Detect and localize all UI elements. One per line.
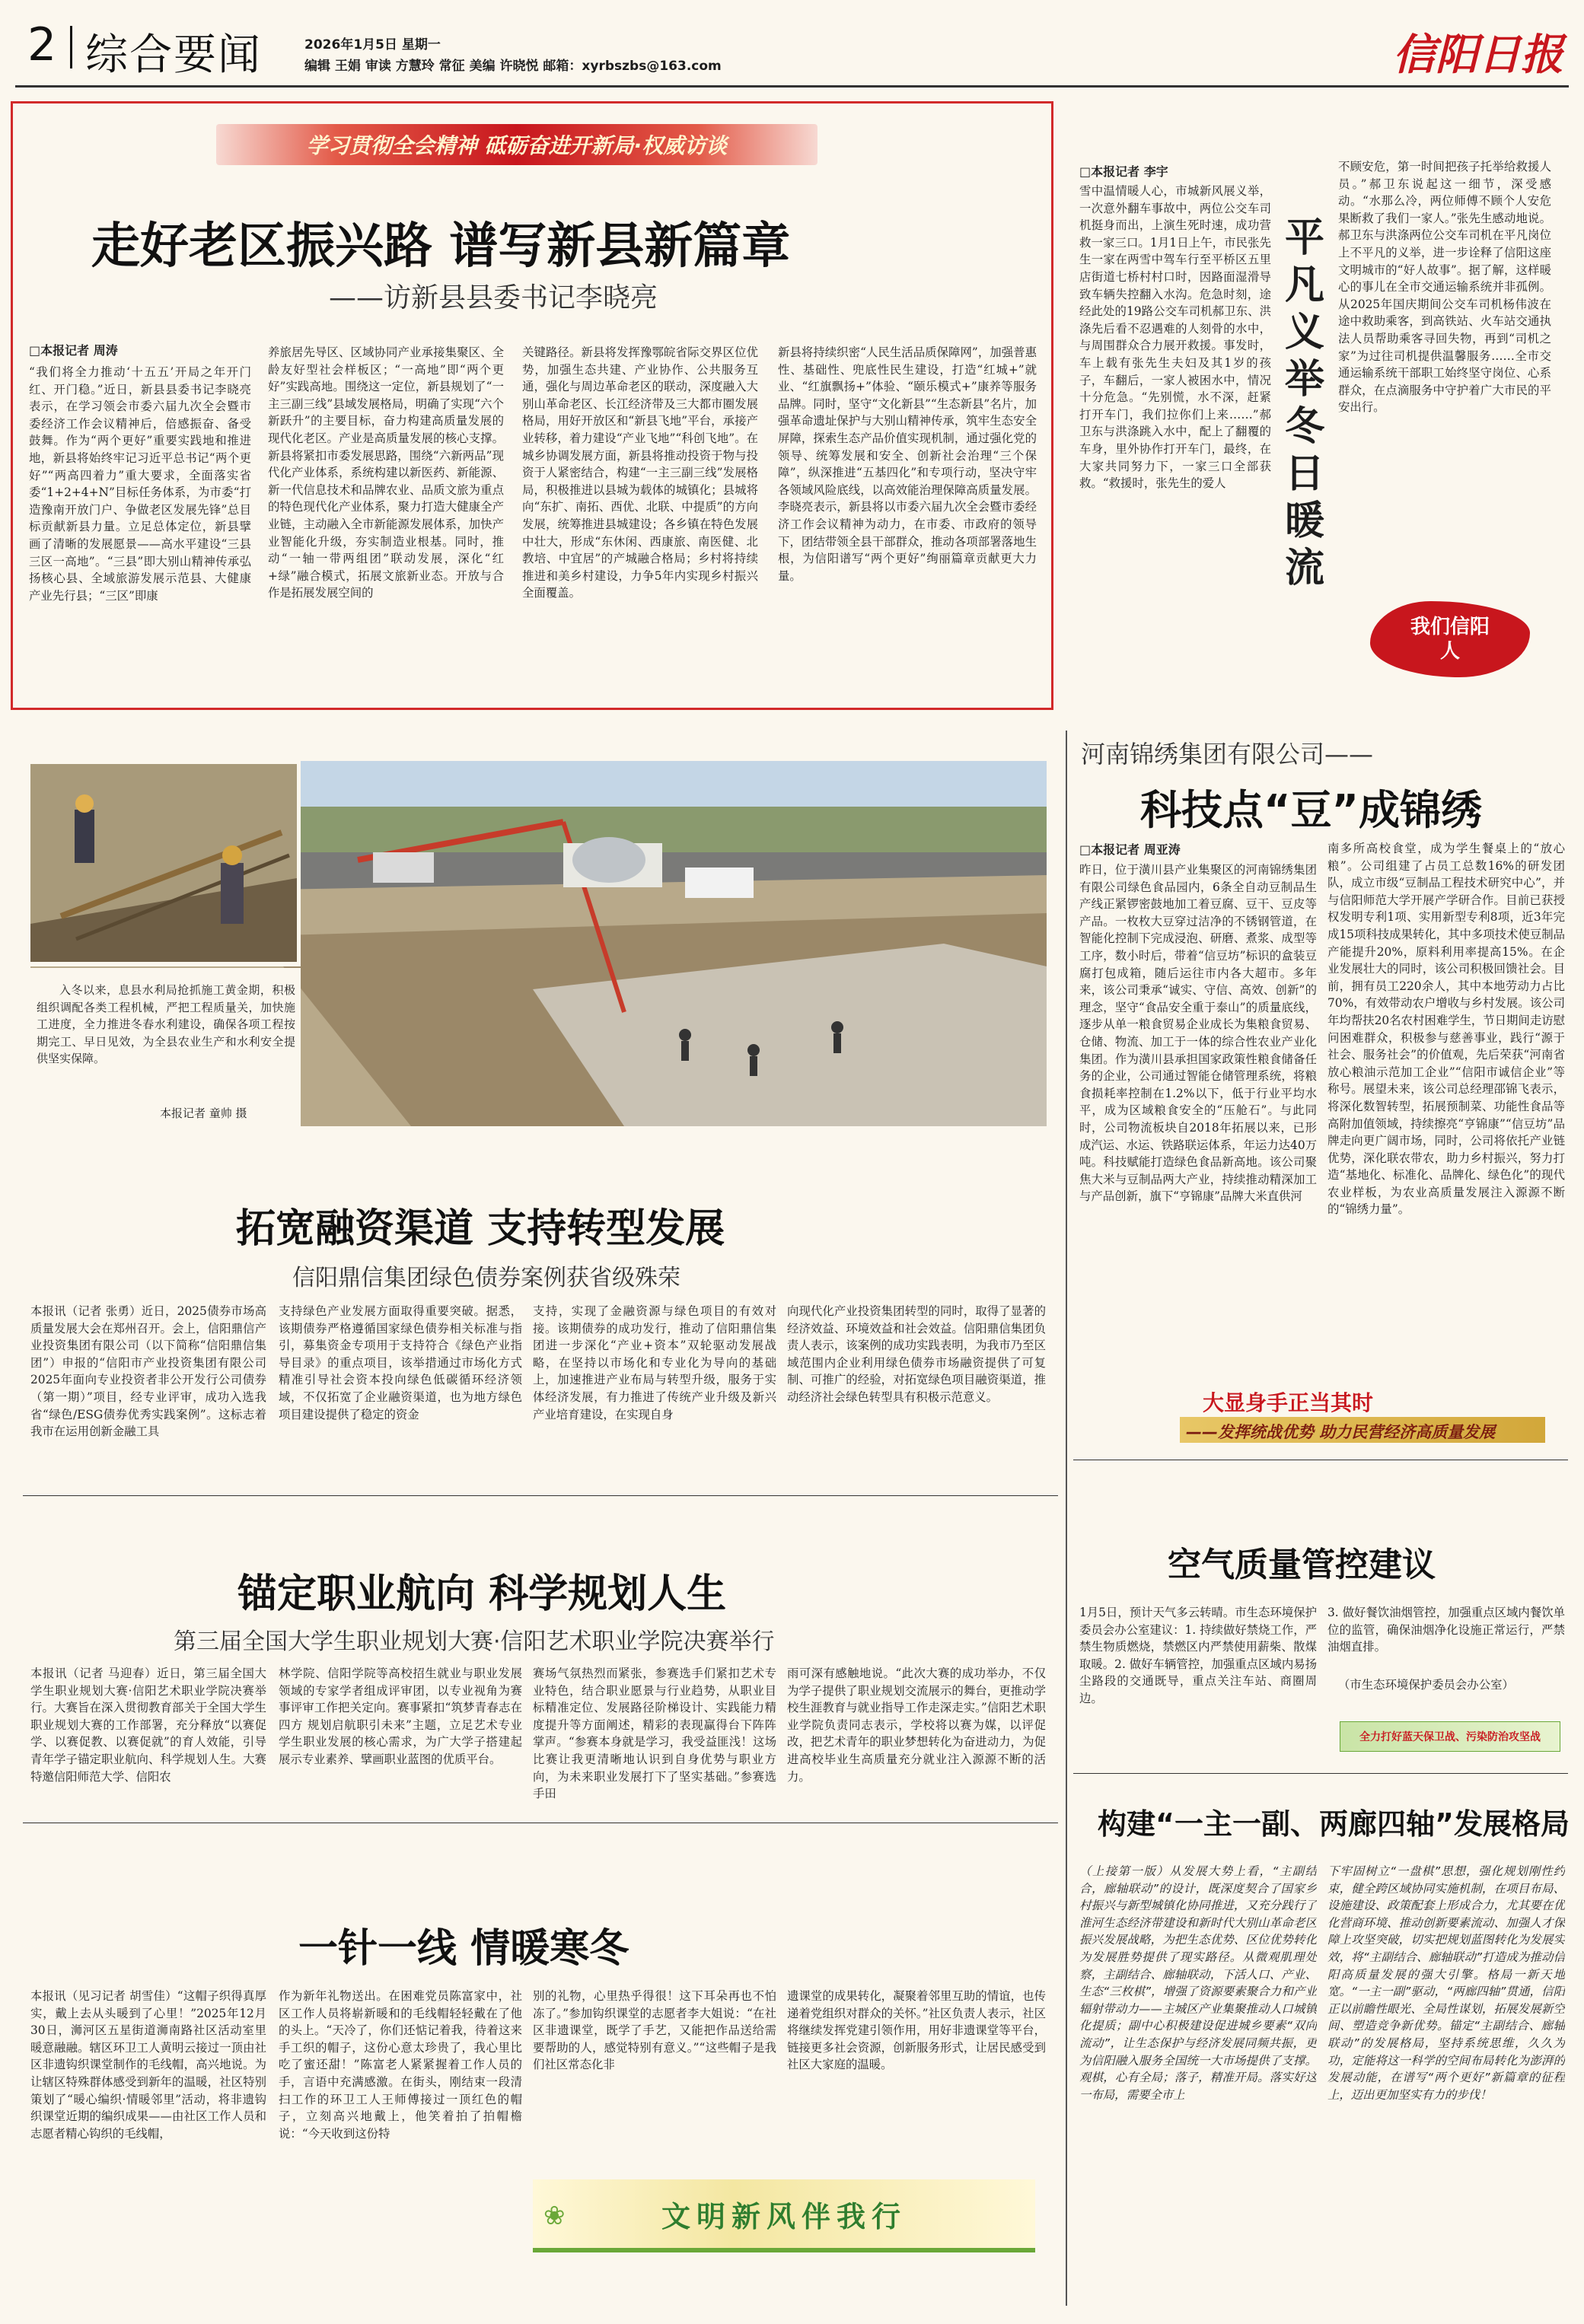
hats-col-4: 遗课堂的成果转化，凝聚着邻里互助的情谊，也传递着党组织对群众的关怀。”社区负责人表示，社区将继续发挥党建引领作用，用好非遗课堂等平台，链接更多社会资源，创新服务形式，让居民感受到社区大家庭的温暖。 — [787, 1989, 1046, 2072]
bond-subheadline: 信阳鼎信集团绿色债券案例获省级殊荣 — [292, 1265, 680, 1291]
brocade-headline: 科技点“豆”成锦绣 — [1140, 786, 1482, 834]
air-headline: 空气质量管控建议 — [1168, 1546, 1436, 1584]
bond-col-1: 本报讯（记者 张勇）近日，2025债券市场高质量发展大会在郑州召开。会上，信阳鼎信产业投资集团有限公司（以下简称“信阳鼎信集团”）申报的“信阳市产业投资集团有限公司2025年面向专业投资者非公开发行公司债券（第一期）”项目，经专业评审，成功入选我省“绿色/ESG债券优秀实践案例”。这标志着我市在运用创新金融工具 — [30, 1304, 266, 1439]
career-headline: 锚定职业航向 科学规划人生 — [237, 1571, 727, 1617]
feature-headline: 平凡义举 冬日暖流 — [1285, 215, 1325, 591]
bond-col-2: 支持绿色产业发展方面取得重要突破。据悉，该期债券严格遵循国家绿色债券相关标准与指引，募集资金专项用于支持符合《绿色产业指导目录》的重点项目，该举措通过市场化方式精准引导社会资本投向绿色低碳循环经济领域，不仅拓宽了企业融资渠道，也为地方绿色项目建设提供了稳定的资金 — [279, 1304, 522, 1421]
brocade-kicker: 河南锦绣集团有限公司—— — [1081, 740, 1374, 769]
editorial-staff: 编辑 王娟 审读 方慧玲 常征 美编 许晓悦 邮箱：xyrbszbs@163.com — [304, 59, 722, 74]
lead-col-2: 养旅居先导区、区域协同产业承接集聚区、全龄友好型社会样板区；“一高地”即“两个更好”实践高地。围绕这一定位，新县规划了“一主三副三线”县域发展格局，明确了实现“六个新跃升”的主要目标，奋力构建高质量发展的现代化老区。产业是高质量发展的核心支撑。新县将紧扣市委发展思路，围绕“六新两品”现代化产业体系，系统构建以新医药、新能源、新一代信息技术和品牌农业、品质文旅为重点的特色现代化产业体系，聚力打造大健康全产业链，主动融入全市新能源发展体系，加快产业智能化升级，夯实制造业根基。同时，推动“一轴一带两组团”联动发展，深化“红+绿”融合模式，拓展文旅新业态。开放与合作是拓展发展空间的 — [268, 345, 504, 600]
layout-headline: 构建“一主一副、两廊四轴”发展格局 — [1098, 1807, 1570, 1841]
column-banner — [1073, 1386, 1568, 1447]
hats-headline: 一针一线 情暖寒冬 — [298, 1926, 629, 1972]
feature-badge — [1370, 601, 1530, 677]
worker-scene — [30, 764, 297, 962]
lead-headline: 走好老区振兴路 谱写新县新篇章 — [91, 218, 791, 275]
lead-banner-text: 学习贯彻全会精神 砥砺奋进开新局·权威访谈 — [306, 133, 728, 158]
feature-badge-text: 我们信阳人 — [1410, 616, 1490, 663]
issue-date: 2026年1月5日 星期一 — [304, 37, 441, 53]
career-col-3: 赛场气氛热烈而紧张，参赛选手们紧扣艺术专业特色，结合职业愿景与行业趋势，从职业目标精准定位、发展路径阶梯设计、实践能力精度提升等方面阐述，精彩的表现赢得台下阵阵掌声。“参赛本身就是学习，我受益匪浅！这场比赛让我更清晰地认识到自身优势与职业方向，为未来职业发展打下了坚实基础。”参赛选手田 — [533, 1667, 776, 1801]
section-name: 综合要闻 — [85, 30, 262, 80]
bond-headline: 拓宽融资渠道 支持转型发展 — [236, 1206, 725, 1252]
lead-subheadline: ——访新县县委书记李晓亮 — [329, 282, 658, 314]
air-source: （市生态环境保护委员会办公室） — [1338, 1678, 1514, 1692]
layout-col-1: （上接第一版）从发展大势上看，“主副结合，廊轴联动”的设计，既深度契合了国家乡村振兴与新型城镇化协同推进，又充分践行了淮河生态经济带建设和新时代大别山革命老区振兴发展战略，为把生态优势、区位优势转化为发展胜势提供了现实路径。从微观肌理处察，主副结合、廊轴联动，下活人口、产业、生态“三枚棋”，增强了资源要素聚合力和产业辐射带动力——主城区产业集聚推动人口城镇化提质；副中心积极建设促进城乡要素“双向流动”，让生态保护与经济发展同频共振，更为信阳融入服务全国统一大市场提供了支撑。观棋，心有全局；落子，精准开局。落实好这一布局，需要全市上 — [1079, 1864, 1317, 2102]
brocade-col-1: 昨日，位于潢川县产业集聚区的河南锦绣集团有限公司绿色食品园内，6条全自动豆制品生产线正紧锣密鼓地加工着豆腐、豆干、豆皮等产品。一枚枚大豆穿过洁净的不锈钢管道，在智能化控制下完成浸泡、研磨、煮浆、成型等工序，数小时后，带着“信豆坊”标识的盒装豆腐打包成箱，随后运往市内各大超市。多年来，该公司秉承“诚实、守信、高效、创新”的理念，坚守“食品安全重于泰山”的质量底线，逐步从单一粮食贸易企业成长为集粮食贸易、仓储、物流、加工于一体的综合性农业产业化集团。作为潢川县承担国家政策性粮食储备任务的企业，公司通过智能仓储管理系统，将粮食损耗率控制在1.2%以下，低于行业平均水平，成为区域粮食安全的“压舱石”。与此同时，公司物流板块自2018年拓展以来，已形成汽运、水运、铁路联运体系，年运力达40万吨。科技赋能打造绿色食品新高地。该公司聚焦大米与豆制品两大产业，持续推动精深加工与产品创新，旗下“亨锦康”品牌大米直供河 — [1079, 863, 1317, 1204]
air-col-2: 3. 做好餐饮油烟管控，加强重点区域内餐饮单位的监管，确保油烟净化设施正常运行，严禁油烟直排。 — [1327, 1606, 1565, 1654]
right-column-rule — [1066, 731, 1067, 2306]
photo-caption: 入冬以来，息县水利局抢抓施工黄金期，积极组织调配各类工程机械，严把工程质量关，加快施工进度，全力推进冬春水利建设，确保各项工程按期完工、早日见效，为全县农业生产和水利安全提供坚实保障。 — [37, 983, 295, 1065]
hats-col-1: 本报讯（见习记者 胡雪佳）“这帽子织得真厚实，戴上去从头暖到了心里！”2025年12月30日，浉河区五星街道浉南路社区活动室里暖意融融。辖区环卫工人黄明云接过一顶由社区非遗钩织课堂制作的毛线帽，高兴地说。为让辖区特殊群体感受到新年的温暖，社区特别策划了“暖心编织·情暖邻里”活动，将非遗钩织课堂近期的编织成果——由社区工作人员和志愿者精心钩织的毛线帽， — [30, 1989, 266, 2141]
career-col-4: 雨可深有感触地说。“此次大赛的成功举办，不仅为学子提供了职业规划交流展示的舞台，更推动学校生涯教育与就业指导工作走深走实。”信阳艺术职业学院负责同志表示，学校将以赛为媒，以评促改，把艺术青年的职业梦想转化为奋进动力，为促进高校毕业生高质量充分就业注入源源不断的活力。 — [787, 1667, 1046, 1784]
bond-rule — [23, 1495, 1058, 1496]
hats-col-2: 作为新年礼物送出。在困难党员陈富家中，社区工作人员将崭新暖和的毛线帽轻轻戴在了他的头上。“天冷了，你们还惦记着我，待着这来手工织的帽子，这份心意太珍贵了，我心里比吃了蜜还甜！”陈富老人紧紧握着工作人员的手，言语中充满感激。在街头，刚结束一段清扫工作的环卫工人王师傅接过一顶红色的帽子，立刻高兴地戴上，他笑着拍了拍帽檐说：“今天收到这份特 — [279, 1989, 522, 2141]
newspaper-logo: 信阳日报 — [1393, 30, 1563, 80]
air-col-1: 1月5日，预计天气多云转晴。市生态环境保护委员会办公室建议：1. 持续做好禁烧工作，严禁生物质燃烧，禁燃区内严禁使用薪柴、散煤取暖。2. 做好车辆管控，加强重点区域内易扬尘路段的交通既导，重点关注车站、商圈周边。 — [1079, 1606, 1317, 1705]
civility-banner-text: 文明新风伴我行 — [661, 2199, 907, 2233]
feature-col-2: 不顾安危，第一时间把孩子托举给救援人员。”郝卫东说起这一细节，深受感动。“水那么冷，两位师傅不顾个人安危果断救了我们一家人。”张先生感动地说。郝卫东与洪涤两位公交车司机在平凡岗位上不平凡的义举，进一步诠释了信阳这座文明城市的“好人故事”。据了解，这样暖心的事儿在全市交通运输系统并非孤例。从2025年国庆期间公交车司机杨伟波在途中救助乘客，到高铁站、火车站交通执法人员帮助乘客寻回失物，再到“司机之家”为过往司机提供温馨服务……全市交通运输系统干部职工始终坚守岗位、心系群众，在点滴服务中守护着广大市民的平安出行。 — [1338, 160, 1551, 415]
feature-byline: □本报记者 李宇 — [1079, 164, 1168, 179]
civility-icon: ❀ — [543, 2201, 566, 2231]
civility-banner — [533, 2179, 1035, 2252]
lead-byline: □本报记者 周涛 — [29, 343, 118, 358]
masthead-divider — [70, 26, 72, 68]
masthead-rule — [15, 85, 1569, 88]
column-banner-title: 大显身手正当其时 — [1203, 1390, 1374, 1415]
layout-col-2: 下牢固树立“一盘棋”思想，强化规划刚性约束，健全跨区域协同实施机制，在项目布局、设施建设、政策配套上形成合力，尤其要在优化营商环境、推动创新要素流动、加强人才保障上攻坚突破，切实把规划蓝图转化为发展实效，将“主副结合、廊轴联动”打造成为推动信阳高质量发展的强大引擎。格局一新天地宽。“一主一副”驱动，“两廊四轴”贯通，信阳正以前瞻性眼光、全局性谋划，拓展发展新空间、塑造竞争新优势。锚定“主副结合、廊轴联动”的发展格局，坚持系统思维，久久为功，定能将这一科学的空间布局转化为澎湃的发展动能，在谱写“两个更好”新篇章的征程上，迈出更加坚实有力的步伐！ — [1327, 1864, 1565, 2102]
brocade-byline: □本报记者 周亚涛 — [1079, 842, 1181, 857]
career-col-2: 林学院、信阳学院等高校招生就业与职业发展领域的专家学者组成评审团，以专业视角为赛事评审工作把关定向。赛事紧扣“筑梦青春志在四方 规划启航职引未来”主题，立足艺术专业学生职业发展的核心需求，为广大学子搭建起展示专业素养、擘画职业蓝图的优质平台。 — [279, 1667, 522, 1766]
lead-col-4: 新县将持续织密“人民生活品质保障网”，加强普惠性、基础性、兜底性民生建设，打造“红城+”就业、“红旗飘扬+”体验、“颐乐模式+”康养等服务品牌。同时，坚守“文化新县”“生态新县”名片，加强革命遗址保护与大别山精神传承，筑牢生态安全屏障，探索生态产品价值实现机制，通过强化党的领导、统筹发展和安全、创新社会治理“三个保障”，纵深推进“五基四化”和专项行动，坚决守牢各领域风险底线，以高效能治理保障高质量发展。李晓亮表示，新县将以市委六届九次全会暨市委经济工作会议精神为动力，在市委、市政府的领导下，团结带领全县干部群众，推动各项部署落地生根，为信阳谱写“两个更好”绚丽篇章贡献更大力量。 — [778, 345, 1037, 583]
photo-credit: 本报记者 童帅 摄 — [160, 1106, 247, 1120]
lead-col-3: 关键路径。新县将发挥豫鄂皖省际交界区位优势，加强生态共建、产业协作、公共服务互通，强化与周边革命老区的联动，深度融入大别山革命老区、长江经济带及三大都市圈发展格局，用好开放区和“新县飞地”平台，承接产业转移，着力建设“产业飞地”“科创飞地”。在城乡协调发展方面，新县将推动投资于物与投资于人紧密结合，构建“一主三副三线”发展格局，积极推进以县城为载体的城镇化；县城将向“东扩、南拓、西优、北联、中提质”的方向发展，统筹推进县城建设；各乡镇在特色发展中壮大，形成“东休闲、西康旅、南医健、北教培、中宜居”的产城融合格局；乡村将持续推进和美乡村建设，力争5年内实现乡村振兴全面覆盖。 — [522, 345, 758, 600]
air-strip-text: 全力打好蓝天保卫战、污染防治攻坚战 — [1359, 1731, 1541, 1743]
right-rule-2 — [1073, 1773, 1568, 1774]
bond-col-3: 支持，实现了金融资源与绿色项目的有效对接。该期债券的成功发行，推动了信阳鼎信集团进一步深化“产业+资本”双轮驱动发展战略，在坚持以市场化和专业化为导向的基础上，加速推进产业布局与转型升级，服务于实体经济发展，有力推进了传统产业升级及新兴产业培育建设，在实现自身 — [533, 1304, 776, 1421]
air-strip — [1340, 1721, 1560, 1752]
photo-construction-small — [30, 764, 297, 962]
column-banner-subtitle: ——发挥统战优势 助力民营经济高质量发展 — [1186, 1423, 1496, 1441]
page-number: 2 — [27, 18, 57, 72]
career-col-1: 本报讯（记者 马迎春）近日，第三届全国大学生职业规划大赛·信阳艺术职业学院决赛举行。大赛旨在深入贯彻教育部关于全国大学生职业规划大赛的工作部署，充分释放“以赛促学、以赛促教、以赛促就”的育人效能，引导青年学子锚定职业航向、科学规划人生。大赛特邀信阳师范大学、信阳农 — [30, 1667, 266, 1784]
feature-col-1: 雪中温情暖人心，市城新风展义举，一次意外翻车事故中，两位公交车司机挺身而出，上演生死时速，成功营救一家三口。1月1日上午，市民张先生一家在两雪中驾车行至平桥区五里店街道七桥村村口时，因路面湿滑导致车辆失控翻入水沟。危急时刻，途经此处的19路公交车司机郝卫东、洪涤先后看不忍遇难的人刻骨的水中，与周围群众合力展开救援。事发时，车上载有张先生夫妇及其1岁的孩子，车翻后，一家人被困水中，情况十分危急。“先别慌，水不深，赶紧打开车门，我们拉你们上来……”郝卫东与洪涤跳入水中，配上了翻覆的车身，里外协作打开车门，最终，在大家共同努力下，一家三口全部获救。“救援时，张先生的爱人 — [1079, 184, 1271, 491]
lead-banner — [216, 124, 817, 165]
bond-col-4: 向现代化产业投资集团转型的同时，取得了显著的经济效益、环境效益和社会效益。信阳鼎信集团负责人表示，该案例的成功实践表明，为我市乃至区域范围内企业利用绿色债券市场融资提供了可复制、可推广的经验，对拓宽绿色项目融资渠道，推动经济社会绿色转型具有积极示范意义。 — [787, 1304, 1046, 1404]
hats-col-3: 别的礼物，心里热乎得很！这下耳朵再也不怕冻了。”参加钩织课堂的志愿者李大姐说：“在社区非遗课堂，既学了手艺，又能把作品送给需要帮助的人，感觉特别有意义。”“这些帽子是我们社区常态化非 — [533, 1989, 776, 2072]
career-subheadline: 第三届全国大学生职业规划大赛·信阳艺术职业学院决赛举行 — [174, 1628, 775, 1655]
brocade-col-2: 南多所高校食堂，成为学生餐桌上的“放心粮”。公司组建了占员工总数16%的研发团队，成立市级“豆制品工程技术研究中心”，并与信阳师范大学开展产学研合作。目前已获授权发明专利1项、实用新型专利8项，近3年完成15项科技成果转化，其中多项技术使豆制品产能提升20%，原料利用率提高15%。在企业发展壮大的同时，该公司积极回馈社会。目前，拥有员工220余人，其中本地劳动力占比70%，有效带动农户增收与乡村发展。该公司年均帮扶20名农村困难学生，节日期间走访慰问困难群众，积极参与慈善事业，践行“源于社会、服务社会”的价值观，先后荣获“河南省放心粮油示范加工企业”“信阳市诚信企业”等称号。展望未来，该公司总经理邵锦飞表示，将深化数智转型，拓展预制菜、功能性食品等高附加值领域，持续擦亮“亨锦康”“信豆坊”品牌走向更广阔市场，同时，公司将依托产业链优势，深化联农带农，助力乡村振兴，努力打造“基地化、标准化、品牌化、绿色化”的现代农业样板，为农业高质量发展注入源源不断的“锦绣力量”。 — [1327, 842, 1565, 1217]
lead-col-1: “我们将全力推动‘十五五’开局之年开门红、开门稳。”近日，新县县委书记李晓亮表示，在学习领会市委六届九次全会暨市委经济工作会议精神后，倍感振奋、备受鼓舞。作为“两个更好”重要实践地和推进地，新县将始终牢记习近平总书记“两个更好”“两高四着力”重大要求，全面落实省委“1+2+4+N”目标任务体系，为市委“打造豫南开放门户、争做老区发展先锋”总目标贡献新县力量。立足总体定位，新县擘画了清晰的发展愿景——高水平建设“三县三区一高地”。“三县”即大别山精神传承弘扬核心县、全域旅游发展示范县、大健康产业先行县；“三区”即康 — [29, 365, 251, 603]
